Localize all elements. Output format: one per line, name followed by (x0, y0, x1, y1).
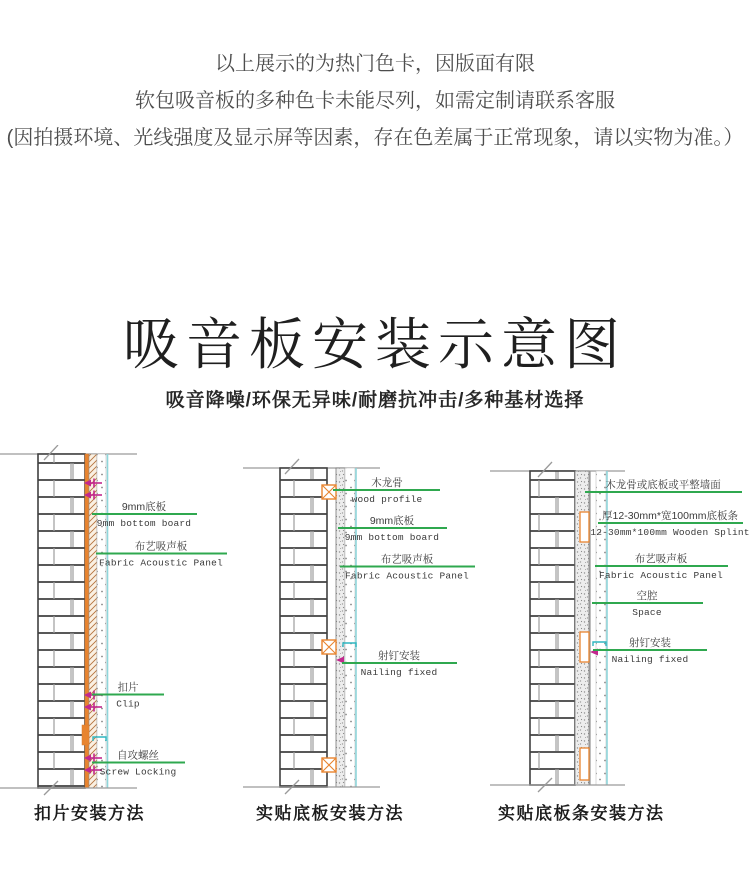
label-zh: 9mm底板 (369, 515, 415, 527)
wood-block (82, 725, 89, 745)
label-keel-or-board-or-wall (585, 478, 742, 492)
wood-profile-block (322, 640, 336, 654)
label-zh: 布艺吸声板 (634, 553, 688, 565)
wooden-splint (580, 748, 589, 780)
label-zh: 9mm底板 (121, 501, 167, 513)
label-en: 9mm bottom board (96, 518, 192, 529)
label-en: Fabric Acoustic Panel (99, 557, 223, 569)
intro-line-2: 软包吸音板的多种色卡未能尽列，如需定制请联系客服 (135, 90, 615, 112)
diagram-clip-method (0, 445, 240, 797)
wooden-splint (580, 632, 589, 662)
label-en: Space (632, 607, 662, 618)
diagram-glued-batten-method (485, 445, 750, 797)
bottom-board-layer (336, 468, 345, 787)
page-subtitle: 吸音降噪/环保无异味/耐磨抗冲击/多种基材选择 (165, 390, 585, 411)
caption-clip-method: 扣片安装方法 (34, 804, 145, 823)
label-en: 12-30mm*100mm Wooden Splint (590, 527, 750, 538)
caption-glued-batten-method: 实贴底板条安装方法 (498, 804, 665, 823)
label-zh: 布艺吸声板 (380, 553, 434, 566)
label-zh: 厚12-30mm*宽100mm底板条 (602, 510, 738, 522)
wood-profile-block (322, 485, 336, 499)
diagram-glued-board-method (240, 445, 480, 797)
brick-wall (530, 471, 575, 785)
label-zh: 自攻螺丝 (117, 749, 159, 762)
intro-line-1: 以上展示的为热门色卡，因版面有限 (215, 53, 535, 75)
intro-text (0, 46, 750, 157)
label-nailing-fixed (342, 649, 457, 678)
label-en: Nailing fixed (360, 667, 438, 678)
intro-line-3: (因拍摄环境、光线强度及显示屏等因素，存在色差属于正常现象，请以实物为准。） (6, 127, 744, 149)
label-space-cavity (592, 589, 703, 618)
label-zh: 布艺吸声板 (134, 540, 188, 553)
wooden-splint (580, 512, 589, 542)
label-fabric-acoustic-panel (595, 552, 728, 581)
page-title: 吸音板安装示意图 (123, 313, 627, 376)
brick-wall (280, 468, 327, 787)
label-zh: 射钉安装 (378, 650, 420, 662)
label-fabric-acoustic-panel (340, 553, 475, 582)
label-nailing-fixed (593, 636, 707, 665)
wood-profile-block (322, 758, 336, 772)
label-en: Fabric Acoustic Panel (599, 570, 723, 581)
label-en: Clip (116, 698, 140, 710)
label-en: Screw Locking (99, 766, 177, 778)
label-zh: 空腔 (636, 590, 658, 602)
label-fabric-acoustic-panel (96, 540, 227, 569)
label-zh: 木龙骨 (371, 477, 403, 489)
brick-wall (38, 454, 85, 788)
caption-glued-board-method: 实贴底板安装方法 (256, 804, 404, 823)
label-en: Nailing fixed (611, 654, 689, 665)
acoustic-panel-layer (97, 454, 106, 788)
label-en: 9mm bottom board (344, 532, 440, 543)
label-en: wood profile (351, 494, 423, 505)
label-zh: 扣片 (117, 681, 139, 694)
label-zh: 木龙骨或底板或平整墙面 (605, 479, 721, 491)
label-en: Fabric Acoustic Panel (345, 570, 469, 582)
acoustic-panel-layer (345, 468, 355, 787)
label-wooden-splint (590, 509, 749, 538)
label-zh: 射钉安装 (629, 637, 671, 649)
